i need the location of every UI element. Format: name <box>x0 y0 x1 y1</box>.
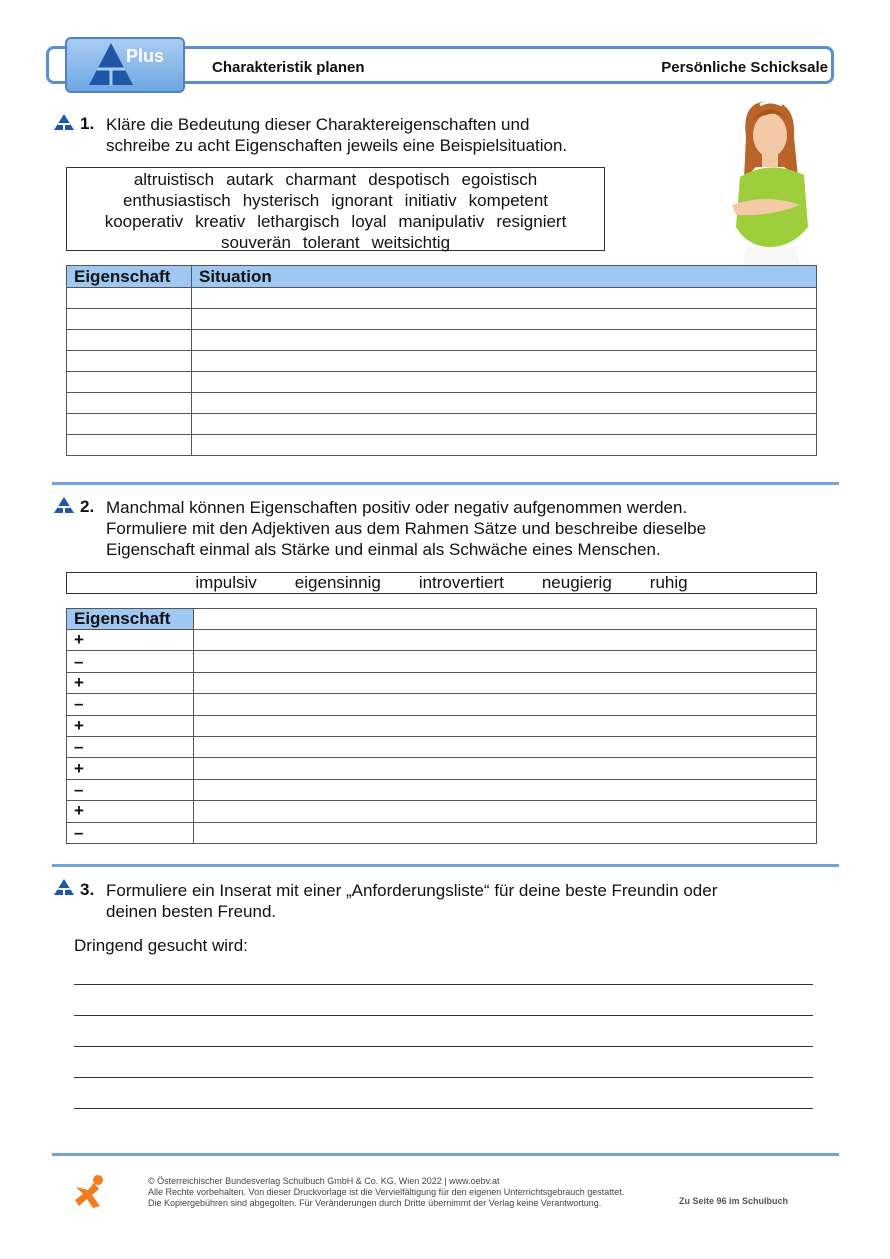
sign-cell: – <box>67 822 194 843</box>
footer-divider <box>52 1153 839 1156</box>
eigenschaft-cell[interactable] <box>67 435 192 456</box>
table-row <box>67 351 817 372</box>
word-item: egoistisch <box>461 170 538 189</box>
divider <box>52 482 839 485</box>
word-item: despotisch <box>368 170 450 189</box>
situation-cell[interactable] <box>192 351 817 372</box>
table-row <box>67 330 817 351</box>
sentence-cell[interactable] <box>194 672 817 693</box>
eigenschaft-cell[interactable] <box>67 372 192 393</box>
word-item: tolerant <box>302 233 360 252</box>
table-row <box>67 715 817 736</box>
task-3-icon <box>53 878 75 901</box>
word-item: resigniert <box>496 212 567 231</box>
writing-line[interactable] <box>74 1046 813 1047</box>
table-row <box>67 651 817 672</box>
word-item: loyal <box>351 212 387 231</box>
sentence-cell[interactable] <box>194 736 817 757</box>
page-title: Charakteristik planen <box>212 59 365 76</box>
task-2-number: 2. <box>80 497 95 516</box>
sign-cell: + <box>67 630 194 651</box>
task-1-instruction: Kläre die Bedeutung dieser Charaktereigenschaften und schreibe zu acht Eigenschaften jeweils eine Beispielsituation. <box>106 115 568 155</box>
situation-cell[interactable] <box>192 372 817 393</box>
table-row <box>67 393 817 414</box>
table-row <box>67 372 817 393</box>
table-row <box>67 758 817 779</box>
situation-cell[interactable] <box>192 309 817 330</box>
word-item: lethargisch <box>257 212 340 231</box>
table-row <box>67 414 817 435</box>
task-3-number: 3. <box>80 880 95 899</box>
table-row <box>67 672 817 693</box>
task-1-word-box <box>66 167 605 251</box>
table-row <box>67 288 817 309</box>
sentence-cell[interactable] <box>194 758 817 779</box>
situation-cell[interactable] <box>192 435 817 456</box>
page-reference: Zu Seite 96 im Schulbuch <box>679 1196 789 1206</box>
situation-cell[interactable] <box>192 288 817 309</box>
task-1-number: 1. <box>80 114 95 133</box>
section-title: Persönliche Schicksale <box>661 59 828 76</box>
writing-line[interactable] <box>74 984 813 985</box>
word-item: souverän <box>220 233 291 252</box>
table-row <box>67 694 817 715</box>
eigenschaft-cell[interactable] <box>67 288 192 309</box>
sign-cell: + <box>67 758 194 779</box>
task-2-instruction: Manchmal können Eigenschaften positiv oder negativ aufgenommen werden. Formuliere mit den Adjektiven aus dem Rahmen Sätze und beschreibe dieselbe Eigenschaft einmal als Stärke und einmal als Schwäche eines Menschen. <box>106 498 707 559</box>
word-item: altruistisch <box>133 170 215 189</box>
word-item: eigensinnig <box>294 573 381 592</box>
writing-line[interactable] <box>74 1015 813 1016</box>
word-row <box>67 169 604 190</box>
word-row <box>67 232 604 253</box>
sign-cell: – <box>67 651 194 672</box>
sentence-cell[interactable] <box>194 779 817 800</box>
word-row <box>67 211 604 232</box>
writing-line[interactable] <box>74 1108 813 1109</box>
plus-logo <box>65 37 185 93</box>
word-row <box>67 190 604 211</box>
word-item: ignorant <box>331 191 393 210</box>
task-2-word-box <box>66 572 817 594</box>
sentence-cell[interactable] <box>194 715 817 736</box>
table-row <box>67 822 817 843</box>
word-item: enthusiastisch <box>122 191 231 210</box>
sign-cell: + <box>67 801 194 822</box>
table-row <box>67 801 817 822</box>
word-item: ruhig <box>649 573 688 592</box>
table-row <box>67 309 817 330</box>
task-1-table <box>66 265 817 456</box>
copyright-text: © Österreichischer Bundesverlag Schulbuch GmbH & Co. KG, Wien 2022 | www.oebv.at Alle Rechte vorbehalten. Von dieser Druckvorlage ist die Vervielfältigung für den eigenen Unterrichtsgebrauch gestattet. Die Kopiergebühren sind abgegolten. Für Veränderungen durch Dritte übernimmt der Verlag keine Verantwortung. <box>148 1176 625 1208</box>
table-row <box>67 630 817 651</box>
table-row <box>67 736 817 757</box>
sign-cell: – <box>67 779 194 800</box>
eigenschaft-cell[interactable] <box>67 393 192 414</box>
word-item: manipulativ <box>398 212 485 231</box>
word-item: initiativ <box>404 191 457 210</box>
task-3-instruction: Formuliere ein Inserat mit einer „Anforderungsliste“ für deine beste Freundin oder deinen besten Freund. <box>106 881 718 921</box>
word-item: introvertiert <box>418 573 504 592</box>
sentence-cell[interactable] <box>194 822 817 843</box>
eigenschaft-cell[interactable] <box>67 309 192 330</box>
word-item: kompetent <box>468 191 549 210</box>
word-item: charmant <box>285 170 357 189</box>
sign-cell: – <box>67 694 194 715</box>
table-row <box>67 435 817 456</box>
situation-cell[interactable] <box>192 414 817 435</box>
logo-text: Plus <box>126 46 165 66</box>
table-cell <box>194 609 817 630</box>
eigenschaft-cell[interactable] <box>67 330 192 351</box>
sign-cell: + <box>67 715 194 736</box>
word-item: autark <box>226 170 274 189</box>
writing-line[interactable] <box>74 1077 813 1078</box>
eigenschaft-cell[interactable] <box>67 414 192 435</box>
word-item: kooperativ <box>104 212 184 231</box>
word-item: neugierig <box>541 573 612 592</box>
task-1-icon <box>53 113 75 136</box>
task-2-table <box>66 608 817 844</box>
sentence-cell[interactable] <box>194 651 817 672</box>
word-item: impulsiv <box>195 573 257 592</box>
word-item: hysterisch <box>242 191 320 210</box>
sentence-cell[interactable] <box>194 694 817 715</box>
situation-cell[interactable] <box>192 393 817 414</box>
situation-cell[interactable] <box>192 330 817 351</box>
eigenschaft-cell[interactable] <box>67 351 192 372</box>
sentence-cell[interactable] <box>194 801 817 822</box>
divider <box>52 864 839 867</box>
oebv-logo <box>72 1173 110 1216</box>
sentence-cell[interactable] <box>194 630 817 651</box>
column-header-eigenschaft: Eigenschaft <box>67 609 194 630</box>
sign-cell: – <box>67 736 194 757</box>
column-header-situation: Situation <box>192 266 817 288</box>
column-header-eigenschaft: Eigenschaft <box>67 266 192 288</box>
task-3-prompt: Dringend gesucht wird: <box>74 936 248 955</box>
task-2-icon <box>53 496 75 519</box>
word-item: weitsichtig <box>371 233 451 252</box>
sign-cell: + <box>67 672 194 693</box>
table-row <box>67 779 817 800</box>
word-item: kreativ <box>195 212 246 231</box>
girl-illustration <box>726 97 816 265</box>
